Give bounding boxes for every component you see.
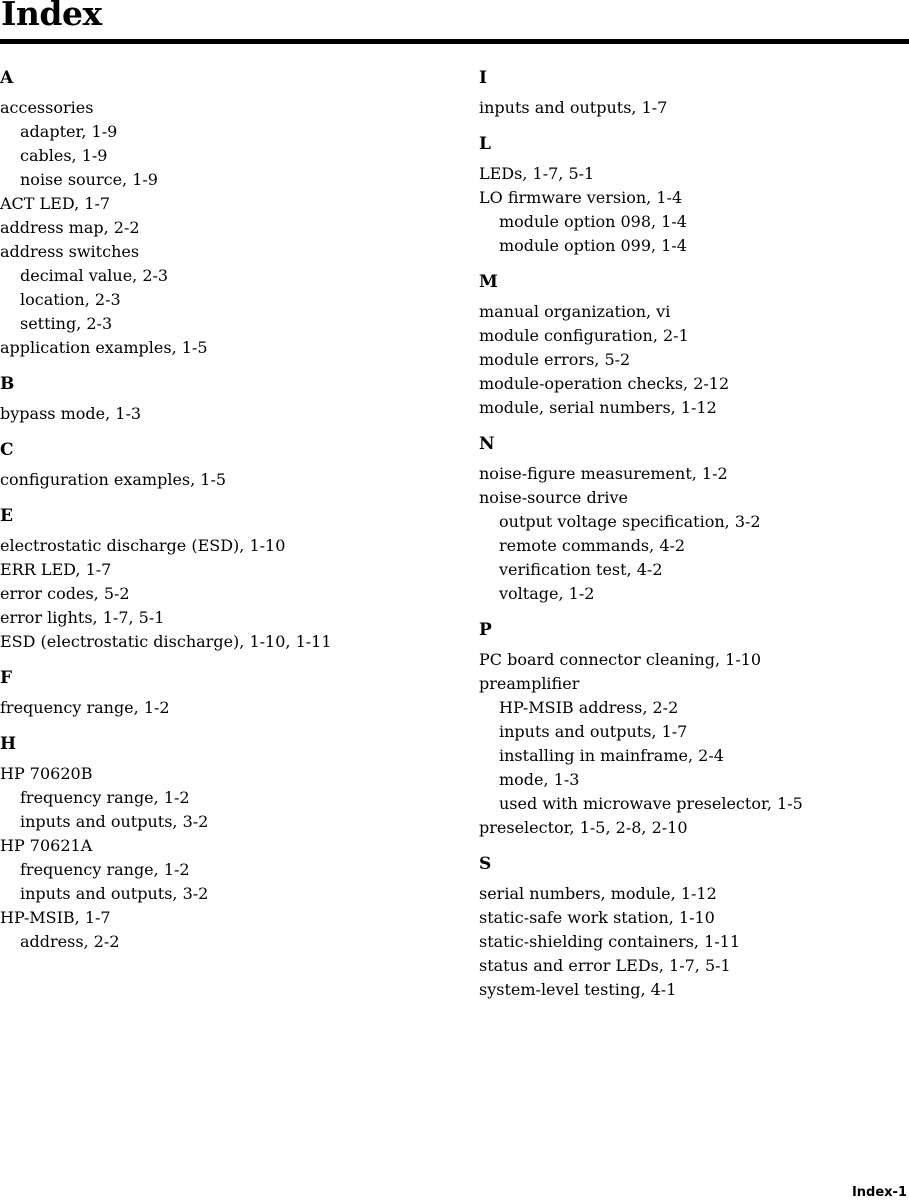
index-subentry: mode, 1-3 bbox=[499, 770, 580, 789]
index-entry: system-level testing, 4-1 bbox=[479, 980, 677, 999]
section-letter: B bbox=[0, 374, 15, 394]
index-section-i bbox=[479, 66, 909, 120]
index-subentry: verification test, 4-2 bbox=[499, 560, 663, 579]
index-entry: static-shielding containers, 1-11 bbox=[479, 932, 741, 951]
index-subentry: HP-MSIB address, 2-2 bbox=[499, 698, 679, 717]
section-letter: H bbox=[0, 734, 17, 754]
title-rule bbox=[0, 39, 909, 44]
index-entry: configuration examples, 1-5 bbox=[0, 470, 227, 489]
index-entry: HP 70620B bbox=[0, 764, 93, 783]
index-entry: bypass mode, 1-3 bbox=[0, 404, 142, 423]
section-letter: A bbox=[0, 68, 14, 88]
index-entry: error codes, 5-2 bbox=[0, 584, 130, 603]
section-letter: C bbox=[0, 440, 14, 460]
index-entry: preamplifier bbox=[479, 674, 580, 693]
index-entry: address switches bbox=[0, 242, 140, 261]
index-entry: static-safe work station, 1-10 bbox=[479, 908, 715, 927]
index-entry: preselector, 1-5, 2-8, 2-10 bbox=[479, 818, 688, 837]
index-column-left bbox=[0, 66, 460, 966]
index-section-l bbox=[479, 132, 909, 258]
index-subentry: module option 099, 1-4 bbox=[499, 236, 687, 255]
index-section-f bbox=[0, 666, 460, 720]
section-letter: I bbox=[479, 68, 487, 88]
index-entry: module, serial numbers, 1-12 bbox=[479, 398, 717, 417]
index-entry: noise-figure measurement, 1-2 bbox=[479, 464, 728, 483]
index-entry: electrostatic discharge (ESD), 1-10 bbox=[0, 536, 286, 555]
index-entry: manual organization, vi bbox=[479, 302, 671, 321]
index-subentry: noise source, 1-9 bbox=[20, 170, 158, 189]
index-subentry: cables, 1-9 bbox=[20, 146, 108, 165]
index-entry: noise-source drive bbox=[479, 488, 628, 507]
page-title: Index bbox=[1, 0, 102, 33]
index-entry: error lights, 1-7, 5-1 bbox=[0, 608, 165, 627]
index-section-s bbox=[479, 852, 909, 1002]
index-entry: ESD (electrostatic discharge), 1-10, 1-11 bbox=[0, 632, 332, 651]
section-letter: F bbox=[0, 668, 13, 688]
index-subentry: output voltage specification, 3-2 bbox=[499, 512, 761, 531]
index-section-e bbox=[0, 504, 460, 654]
index-subentry: inputs and outputs, 1-7 bbox=[499, 722, 688, 741]
index-entry: module errors, 5-2 bbox=[479, 350, 631, 369]
index-entry: module configuration, 2-1 bbox=[479, 326, 689, 345]
index-subentry: adapter, 1-9 bbox=[20, 122, 118, 141]
index-subentry: installing in mainframe, 2-4 bbox=[499, 746, 724, 765]
index-subentry: setting, 2-3 bbox=[20, 314, 113, 333]
section-letter: N bbox=[479, 434, 495, 454]
index-subentry: inputs and outputs, 3-2 bbox=[20, 884, 209, 903]
index-section-a bbox=[0, 66, 460, 360]
index-section-n bbox=[479, 432, 909, 606]
index-subentry: inputs and outputs, 3-2 bbox=[20, 812, 209, 831]
index-section-m bbox=[479, 270, 909, 420]
index-subentry: frequency range, 1-2 bbox=[20, 788, 190, 807]
index-column-right bbox=[479, 66, 909, 1014]
index-section-c bbox=[0, 438, 460, 492]
index-subentry: remote commands, 4-2 bbox=[499, 536, 686, 555]
index-entry: status and error LEDs, 1-7, 5-1 bbox=[479, 956, 731, 975]
index-subentry: voltage, 1-2 bbox=[499, 584, 595, 603]
index-entry: inputs and outputs, 1-7 bbox=[479, 98, 668, 117]
index-entry: application examples, 1-5 bbox=[0, 338, 208, 357]
index-subentry: frequency range, 1-2 bbox=[20, 860, 190, 879]
index-entry: HP-MSIB, 1-7 bbox=[0, 908, 111, 927]
index-section-b bbox=[0, 372, 460, 426]
section-letter: P bbox=[479, 620, 492, 640]
section-letter: E bbox=[0, 506, 13, 526]
index-section-p bbox=[479, 618, 909, 840]
index-entry: LEDs, 1-7, 5-1 bbox=[479, 164, 595, 183]
page-number: Index-1 bbox=[851, 1185, 907, 1200]
index-entry: accessories bbox=[0, 98, 94, 117]
index-section-h bbox=[0, 732, 460, 954]
index-entry: ERR LED, 1-7 bbox=[0, 560, 112, 579]
index-entry: ACT LED, 1-7 bbox=[0, 194, 111, 213]
index-entry: frequency range, 1-2 bbox=[0, 698, 170, 717]
index-entry: PC board connector cleaning, 1-10 bbox=[479, 650, 762, 669]
index-subentry: location, 2-3 bbox=[20, 290, 121, 309]
index-subentry: address, 2-2 bbox=[20, 932, 120, 951]
index-subentry: decimal value, 2-3 bbox=[20, 266, 169, 285]
index-entry: HP 70621A bbox=[0, 836, 93, 855]
section-letter: M bbox=[479, 272, 498, 292]
index-entry: LO firmware version, 1-4 bbox=[479, 188, 683, 207]
section-letter: L bbox=[479, 134, 491, 154]
index-entry: module-operation checks, 2-12 bbox=[479, 374, 730, 393]
index-subentry: used with microwave preselector, 1-5 bbox=[499, 794, 803, 813]
index-entry: serial numbers, module, 1-12 bbox=[479, 884, 717, 903]
index-subentry: module option 098, 1-4 bbox=[499, 212, 687, 231]
index-entry: address map, 2-2 bbox=[0, 218, 140, 237]
section-letter: S bbox=[479, 854, 492, 874]
